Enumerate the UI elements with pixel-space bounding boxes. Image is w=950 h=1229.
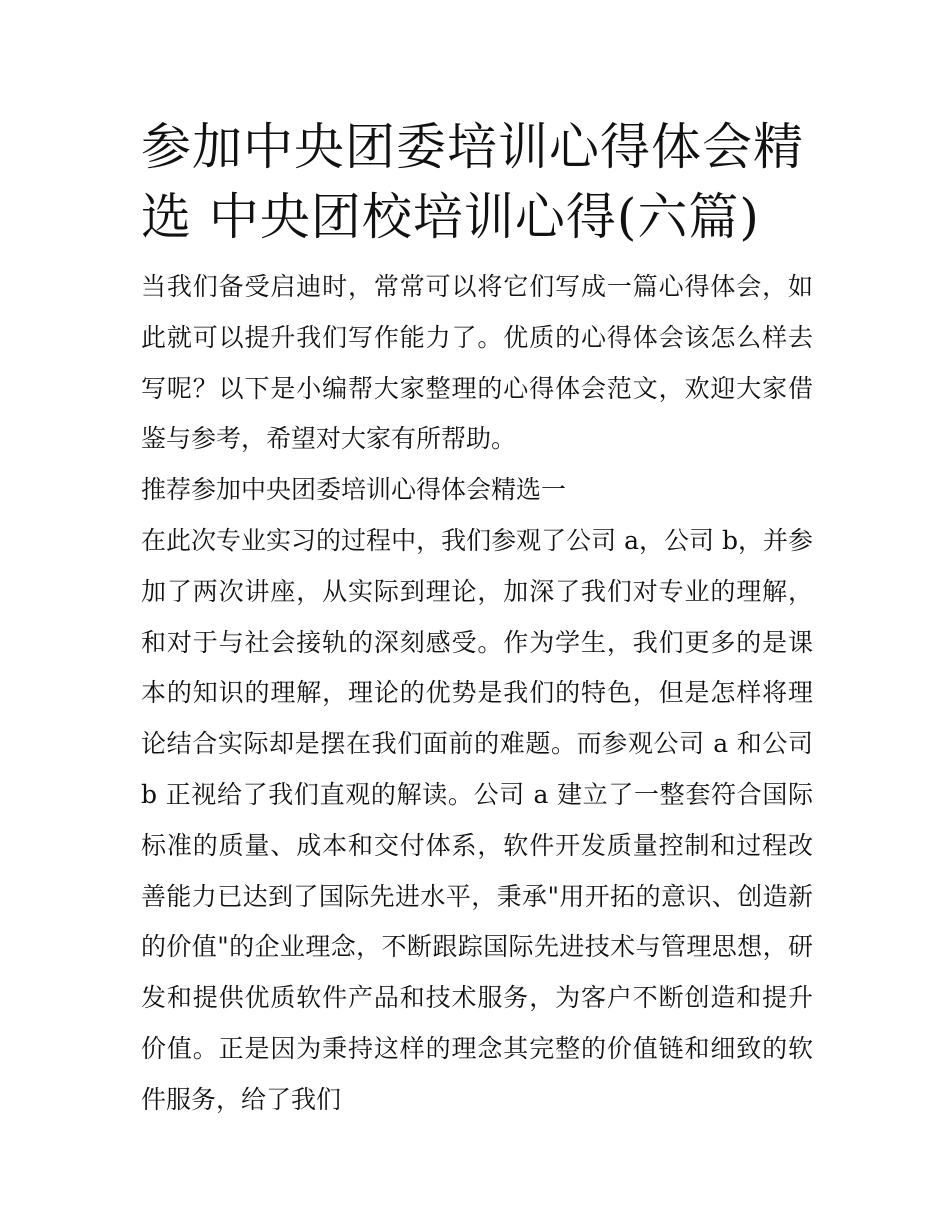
body-paragraph: 在此次专业实习的过程中，我们参观了公司 a，公司 b，并参加了两次讲座，从实际到理论，加深了我们对专业的理解，和对于与社会接轨的深刻感受。作为学生，我们更多的是课本的知识的理解，理论的优势是我们的特色，但是怎样将理论结合实际却是摆在我们面前的难题。而参观公司 a 和公司 b 正视给了我们直观的解读。公司 a 建立了一整套符合国际标准的质量、成本和交付体系，软件开发质量控制和过程改善能力已达到了国际先进水平，秉承"用开拓的意识、创造新的价值"的企业理念，不断跟踪国际先进技术与管理思想，研发和提供优质软件产品和技术服务，为客户不断创造和提升价值。正是因为秉持这样的理念其完整的价值链和细致的软件服务，给了我们 xyxy=(141,525,813,1114)
document-title: 参加中央团委培训心得体会精选 中央团校培训心得(六篇) xyxy=(141,118,804,246)
intro-paragraph: 当我们备受启迪时，常常可以将它们写成一篇心得体会，如此就可以提升我们写作能力了。优质的心得体会该怎么样去写呢？以下是小编帮大家整理的心得体会范文，欢迎大家借鉴与参考，希望对大家有所帮助。 xyxy=(141,272,813,454)
document-body xyxy=(141,112,813,1126)
section-heading: 推荐参加中央团委培训心得体会精选一 xyxy=(141,475,567,505)
